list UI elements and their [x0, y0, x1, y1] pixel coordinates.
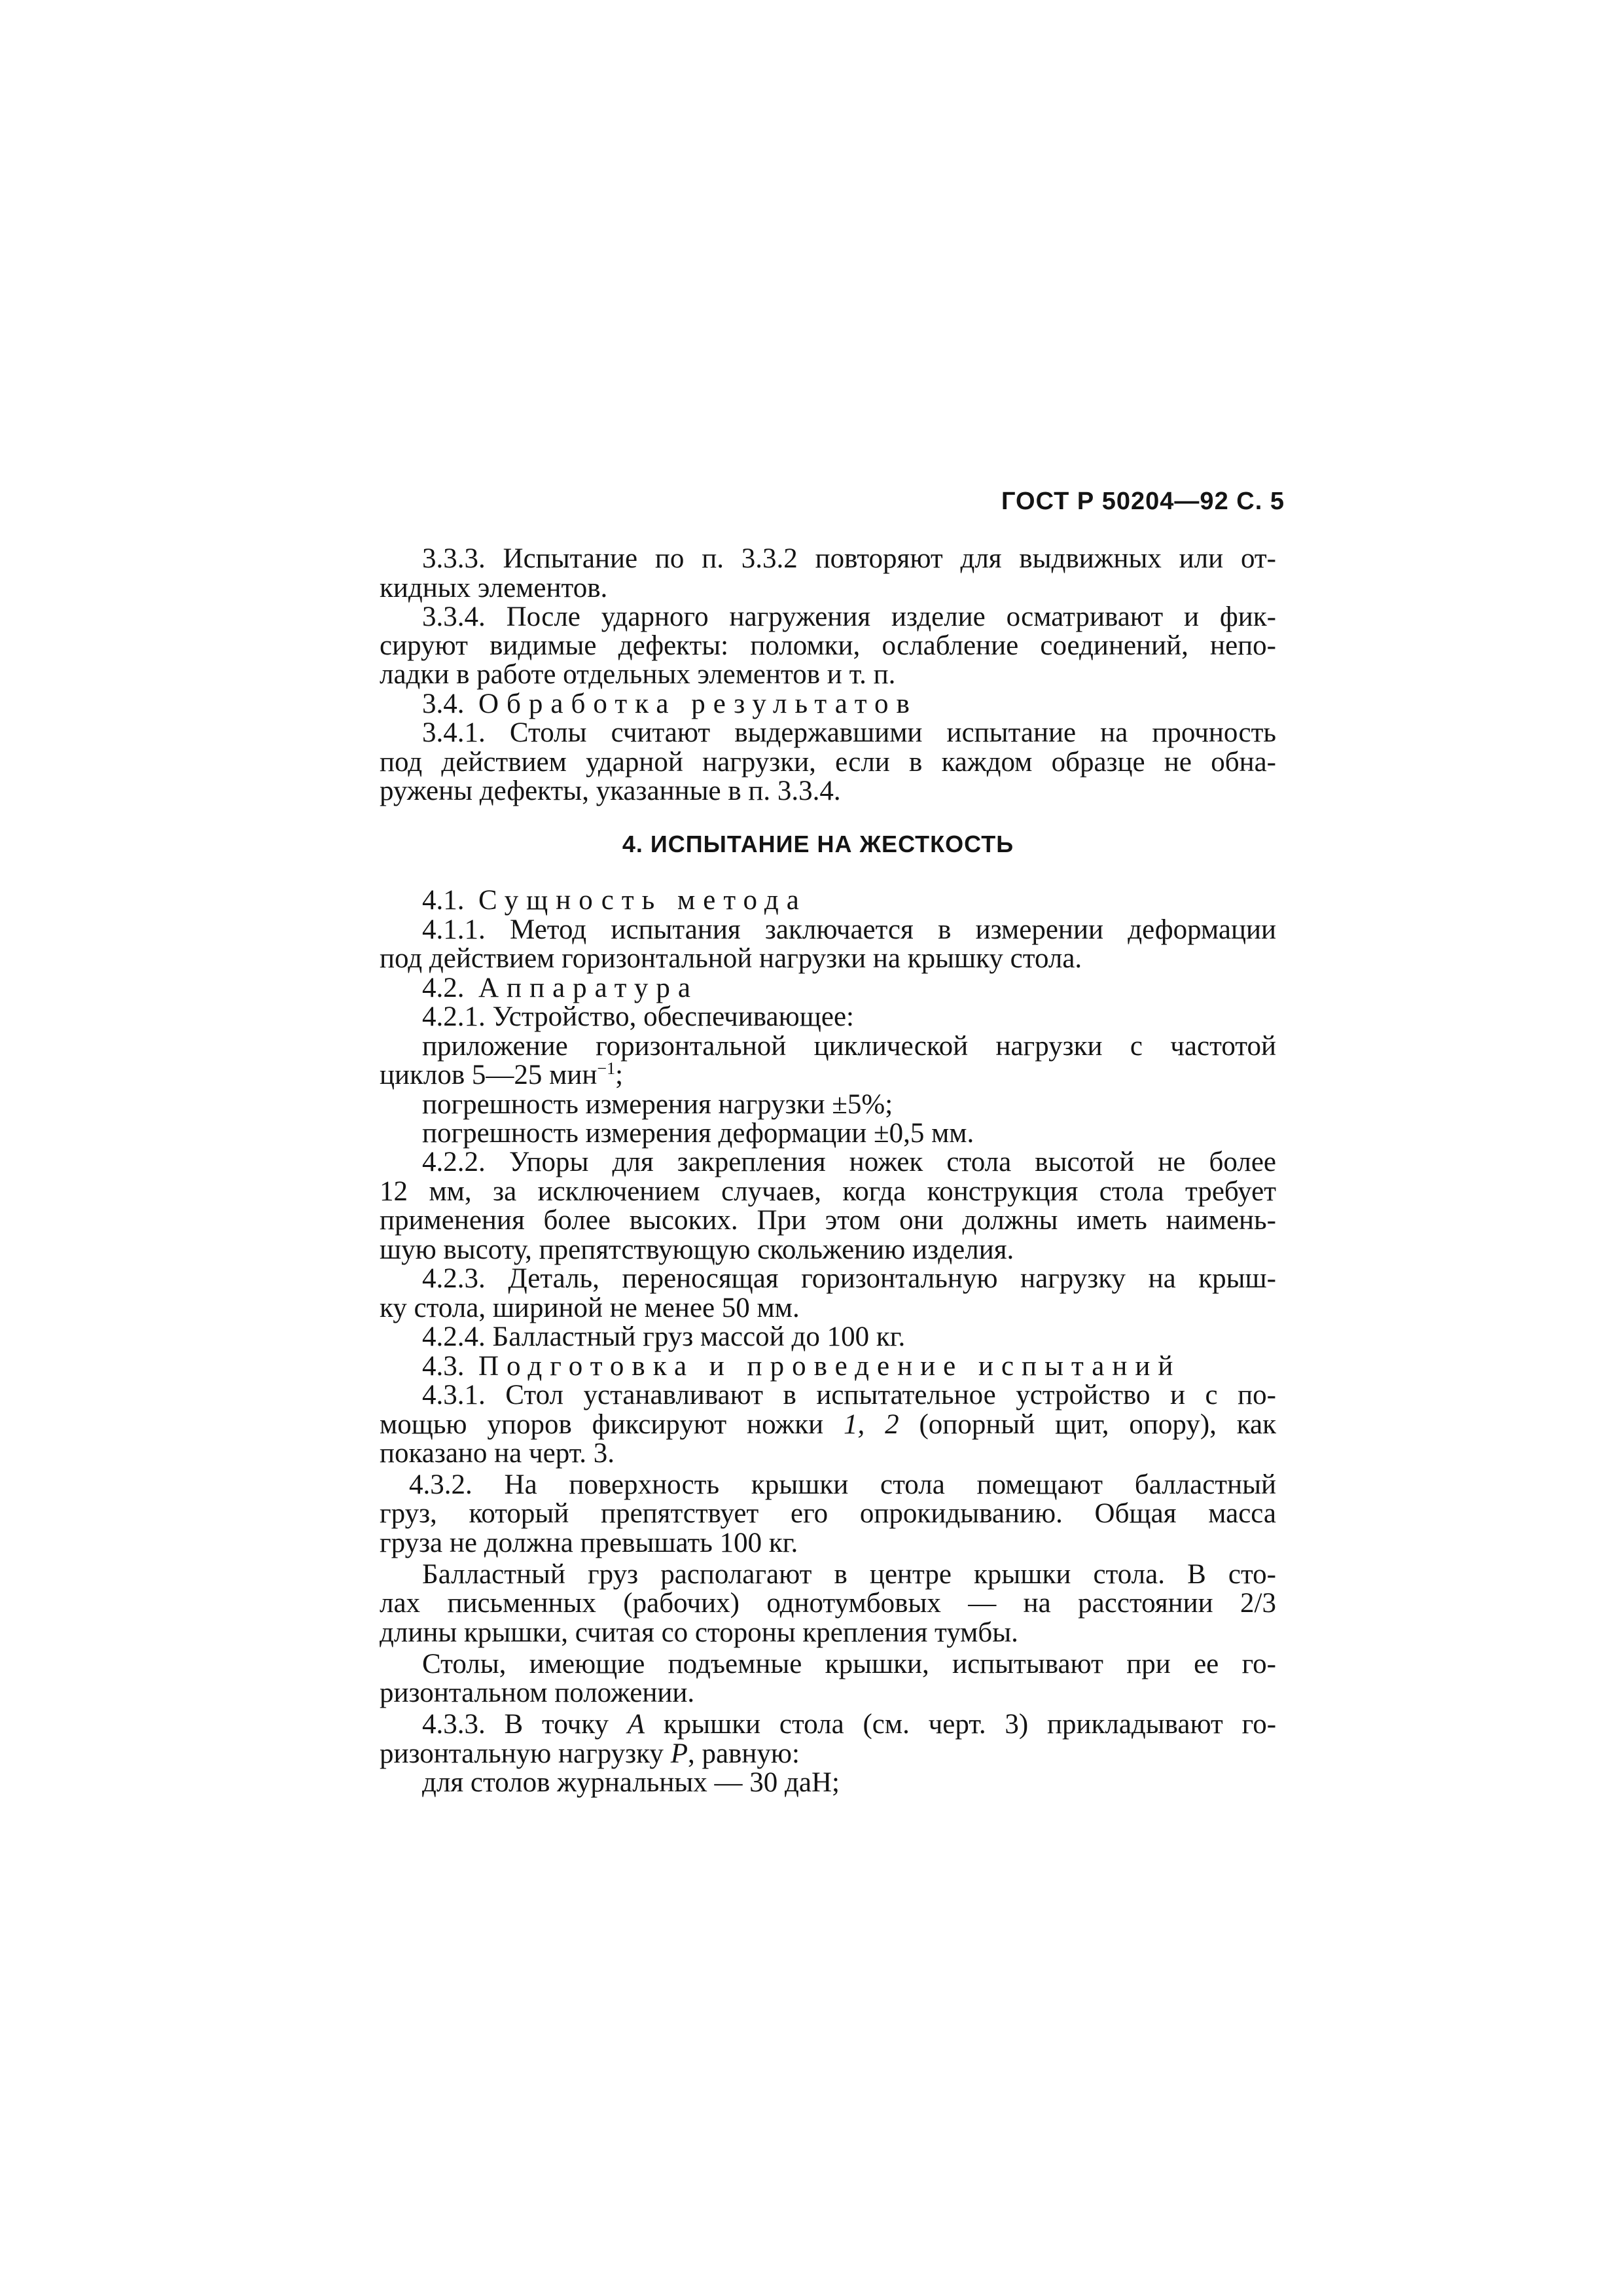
italic-load-symbol: Р: [670, 1738, 688, 1769]
text-line: для столов журнальных — 30 даН;: [422, 1767, 840, 1798]
text-line-4-2-4: 4.2.4. Балластный груз массой до 100 кг.: [422, 1321, 906, 1352]
text-line-3-4-1: 3.4.1. Столы считают выдержавшими испытание на прочность: [422, 717, 1276, 748]
text-line: под действием горизонтальной нагрузки на крышку стола.: [380, 943, 1082, 974]
section-title: 4. ИСПЫТАНИЕ НА ЖЕСТКОСТЬ: [622, 831, 1014, 857]
text-line: ку стола, шириной не менее 50 мм.: [380, 1293, 800, 1323]
subsection-title: Сущность метода: [478, 885, 807, 916]
text-line: под действием ударной нагрузки, если в каждом образце не обна-: [380, 747, 1276, 778]
text-line: показано на черт. 3.: [380, 1438, 615, 1469]
text-line: погрешность измерения деформации ±0,5 мм.: [422, 1118, 974, 1149]
text-line-3-3-4: 3.3.4. После ударного нагружения изделие осматривают и фик-: [422, 601, 1276, 632]
text-line-load: ризонтальную нагрузку Р, равную:: [380, 1738, 800, 1769]
running-header: ГОСТ Р 50204—92 С. 5: [1001, 488, 1285, 515]
text-line: погрешность измерения нагрузки ±5%;: [422, 1089, 893, 1120]
text-line: Столы, имеющие подъемные крышки, испытывают при ее го-: [422, 1649, 1276, 1679]
text-line-4-3-1: 4.3.1. Стол устанавливают в испытательное устройство и с по-: [422, 1380, 1276, 1410]
superscript: −1: [597, 1059, 616, 1078]
text-line: груз, который препятствует его опрокидыванию. Общая масса: [380, 1498, 1276, 1529]
text-line-4-3-3: 4.3.3. В точку А крышки стола (см. черт. 3) прикладывают го-: [422, 1709, 1277, 1740]
text-line: длины крышки, считая со стороны крепления тумбы.: [380, 1617, 1018, 1648]
text-line-3-3-3: 3.3.3. Испытание по п. 3.3.2 повторяют для выдвижных или от-: [422, 543, 1276, 574]
text-line-4-2-3: 4.2.3. Деталь, переносящая горизонтальную нагрузку на крыш-: [422, 1263, 1276, 1294]
italic-leg-numbers: 1, 2: [843, 1409, 899, 1440]
text-line-frequency: циклов 5—25 мин$^{-1}$;: [380, 1059, 624, 1090]
text-line: Балластный груз располагают в центре крышки стола. В сто-: [422, 1559, 1276, 1590]
text-line: ладки в работе отдельных элементов и т. п.: [380, 659, 896, 690]
subsection-title: Обработка результатов: [478, 689, 918, 719]
text-line-4-3-2: 4.3.2. На поверхность крышки стола помещают балластный: [409, 1469, 1276, 1500]
text-line-4-2-1: 4.2.1. Устройство, обеспечивающее:: [422, 1001, 854, 1032]
subsection-number: 4.3.: [422, 1351, 465, 1382]
text-line-4-2-2: 4.2.2. Упоры для закрепления ножек стола высотой не более: [422, 1147, 1276, 1177]
text-line: приложение горизонтальной циклической нагрузки с частотой: [422, 1031, 1276, 1062]
text-line: 12 мм, за исключением случаев, когда конструкция стола требует: [380, 1176, 1276, 1207]
subsection-number: 3.4.: [422, 689, 465, 719]
text-line: лах письменных (рабочих) однотумбовых — на расстоянии 2/3: [380, 1588, 1276, 1619]
text-line-4-1-1: 4.1.1. Метод испытания заключается в измерении деформации: [422, 914, 1276, 945]
text-line: шую высоту, препятствующую скольжению изделия.: [380, 1234, 1014, 1265]
text-line-legs: мощью упоров фиксируют ножки 1, 2 (опорный щит, опору), как: [380, 1409, 1277, 1440]
text-line: ризонтальном положении.: [380, 1677, 695, 1708]
subsection-title: Подготовка и проведение испытаний: [478, 1351, 1181, 1382]
text-line: применения более высоких. При этом они должны иметь наимень-: [380, 1205, 1276, 1236]
subsection-number: 4.1.: [422, 885, 465, 916]
text-line: груза не должна превышать 100 кг.: [380, 1528, 798, 1558]
italic-point-label: А: [627, 1709, 645, 1740]
text-line: ружены дефекты, указанные в п. 3.3.4.: [380, 776, 841, 806]
subsection-title: Аппаратура: [478, 973, 698, 1003]
text-line: сируют видимые дефекты: поломки, ослабление соединений, непо-: [380, 630, 1276, 661]
text-line: кидных элементов.: [380, 573, 608, 603]
subsection-number: 4.2.: [422, 973, 465, 1003]
